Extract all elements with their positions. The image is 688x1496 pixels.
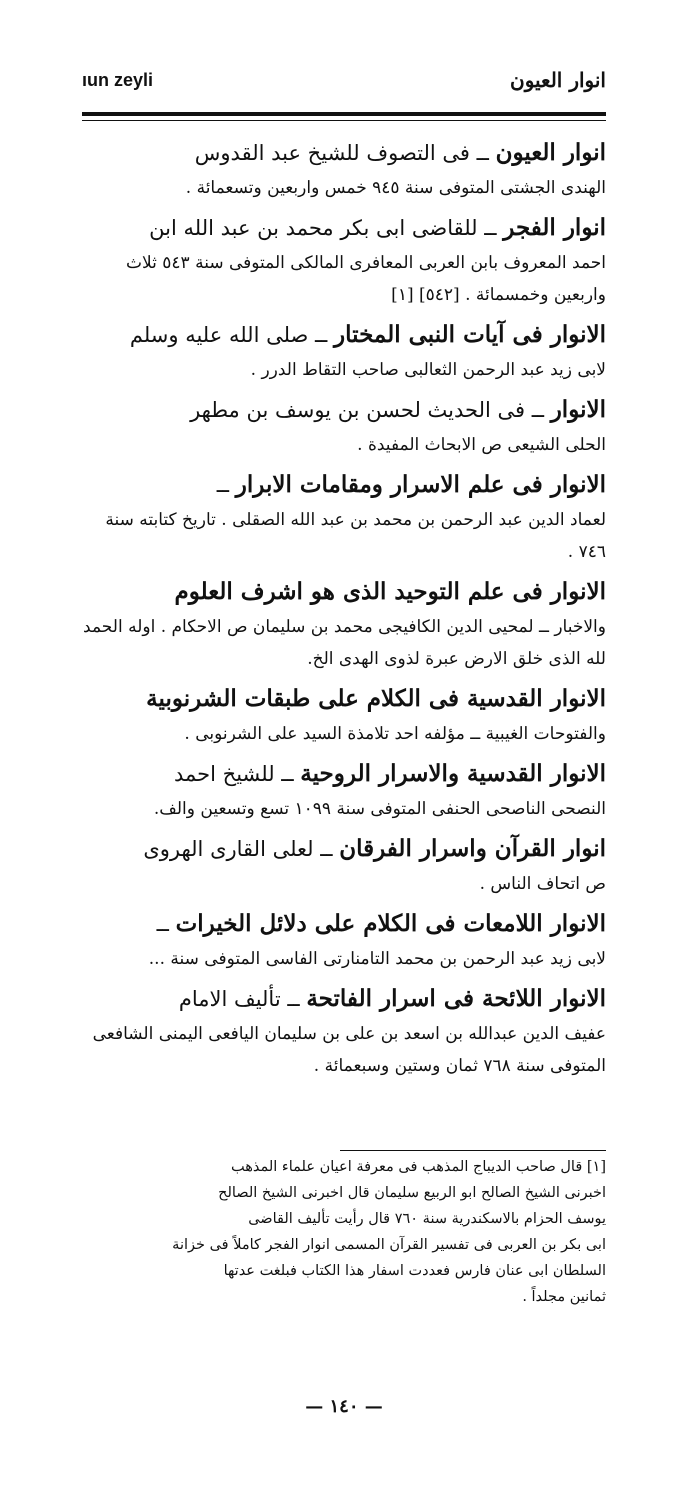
entry [82,466,606,568]
footnote-line: يوسف الحزام بالاسكندرية سنة ٧٦٠ قال رأيت تأليف القاضى [248,1211,606,1227]
footnote-line: ابى بكر بن العربى فى تفسير القرآن المسمى انوار الفجر كاملاً فى خزانة [172,1237,606,1253]
footnote-line: [١] قال صاحب الديباج المذهب فى معرفة اعيان علماء المذهب [231,1159,606,1175]
entry-continuation: ص اتحاف الناس . [479,874,606,894]
entry-text: ــ [216,473,236,497]
running-head-latin: ıun zeyli [82,69,154,90]
entry [82,830,606,900]
running-head-title: انوار العيون [510,68,606,92]
entry-headword: انوار القرآن واسرار الفرقان [339,835,606,862]
entry-text: ــ لعلى القارى الهروى [143,837,340,861]
entries-list [82,134,606,1087]
entry [82,316,606,386]
entry-text: ــ تأليف الامام [178,987,307,1011]
entry-headword: الانوار اللامعات فى الكلام على دلائل الخيرات [175,910,606,937]
entry-continuation: احمد المعروف بابن العربى المعافرى المالكى المتوفى سنة ٥٤٣ ثلاث واربعين وخمسمائة . [٥٤٢] [١] [125,253,606,305]
entry-headword: الانوار [550,396,606,423]
entry-text: ــ للشيخ احمد [173,762,301,786]
entry-headword: الانوار اللائحة فى اسرار الفاتحة [306,985,606,1012]
page-number: — ١٤٠ — [305,1396,383,1417]
footnote [82,1154,606,1310]
entry [82,391,606,461]
entry-continuation: النصحى الناصحى الحنفى المتوفى سنة ١٠٩٩ تسع وتسعين والف. [153,799,606,819]
entry [82,680,606,750]
entry-headword: الانوار فى علم الاسرار ومقامات الابرار [235,471,606,498]
entry-headword: انوار الفجر [503,214,606,241]
entry [82,980,606,1082]
running-head [82,60,606,100]
entry-continuation: والفتوحات الغيبية ــ مؤلفه احد تلامذة السيد على الشرنوبى . [184,724,606,744]
header-rule-thick [82,112,606,116]
entry [82,573,606,675]
entry-continuation: لعماد الدين عبد الرحمن بن محمد بن عبد الله الصقلى . تاريخ كتابته سنة ٧٤٦ . [105,510,606,562]
footnote-line: ثمانين مجلداً . [522,1289,606,1305]
entry-continuation: لابى زيد عبد الرحمن الثعالبى صاحب التقاط الدرر . [250,360,606,380]
entry-headword: الانوار القدسية فى الكلام على طبقات الشرنوبية [146,685,606,712]
entry-continuation: لابى زيد عبد الرحمن بن محمد التامنارتى الفاسى المتوفى سنة ... [148,949,606,969]
entry-headword: انوار العيون [495,139,606,166]
entry [82,134,606,204]
entry-continuation: الهندى الجشتى المتوفى سنة ٩٤٥ خمس واربعين وتسعمائة . [185,178,606,198]
entry-text: ــ فى التصوف للشيخ عبد القدوس [194,141,496,165]
footnote-rule [340,1150,606,1151]
entry [82,209,606,311]
entry-headword: الانوار فى آيات النبى المختار [334,321,606,348]
entry-continuation: عفيف الدين عبدالله بن اسعد بن على بن سليمان اليافعى اليمنى الشافعى المتوفى سنة ٧٦٨ ثمان وستين وسبعمائة . [92,1024,606,1076]
footnote-line: السلطان ابى عنان فارس فعددت اسفار هذا الكتاب فبلغت عدتها [223,1263,606,1279]
entry-continuation: الحلى الشيعى ص الابحاث المفيدة . [357,435,606,455]
footnote-line: اخبرنى الشيخ الصالح ابو الربيع سليمان قال اخبرنى الشيخ الصالح [218,1185,606,1201]
entry-continuation: والاخبار ــ لمحيى الدين الكافيجى محمد بن سليمان ص الاحكام . اوله الحمد لله الذى خلق الارض عبرة لذوى الهدى الخ. [83,617,606,669]
entry-text: ــ للقاضى ابى بكر محمد بن عبد الله ابن [149,216,504,240]
header-rule-thin [82,120,606,121]
entry-text: ــ [156,912,176,936]
entry-headword: الانوار فى علم التوحيد الذى هو اشرف العلوم [174,578,606,605]
entry-text: ــ فى الحديث لحسن بن يوسف بن مطهر [190,398,551,422]
entry [82,905,606,975]
entry-headword: الانوار القدسية والاسرار الروحية [300,760,606,787]
entry [82,755,606,825]
entry-text: ــ صلى الله عليه وسلم [129,323,335,347]
